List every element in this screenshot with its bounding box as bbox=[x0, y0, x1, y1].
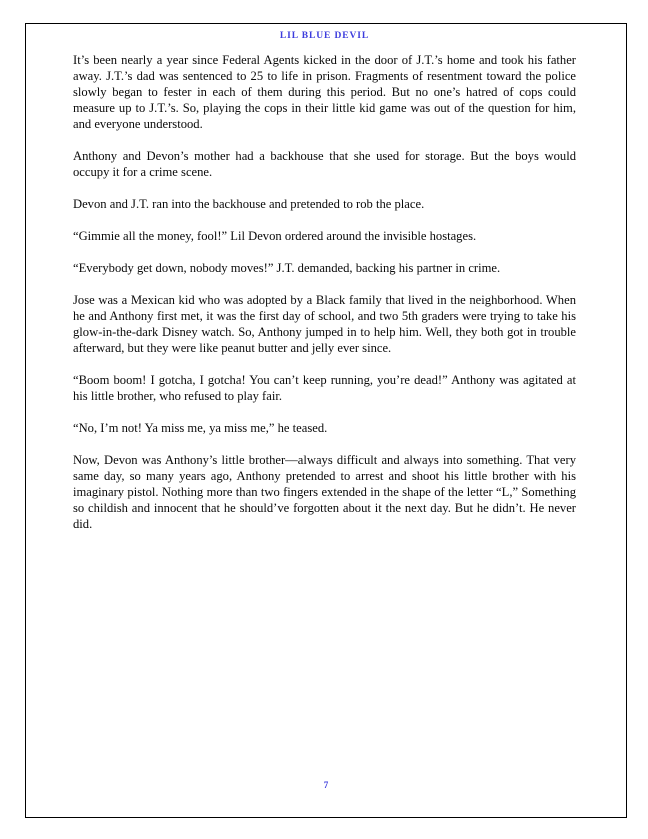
body-paragraph: Now, Devon was Anthony’s little brother—always difficult and always into something. That very same day, so many years ago, Anthony pretended to arrest and shoot his little brother with his imaginary pistol. Nothing more than two fingers extended in the shape of the letter “L,” Something so childish and innocent that he should’ve forgotten about it the next day. But he didn’t. He never did. bbox=[73, 453, 576, 531]
page-number: 7 bbox=[323, 780, 329, 790]
body-paragraph: It’s been nearly a year since Federal Agents kicked in the door of J.T.’s home and took his father away. J.T.’s dad was sentenced to 25 to life in prison. Fragments of resentment toward the police slowly began to fester in each of them during this period. But no one’s hatred of cops could measure up to J.T.’s. So, playing the cops in their little kid game was out of the question for him, and everyone understood. bbox=[73, 53, 576, 131]
running-header-title: LIL BLUE DEVIL bbox=[279, 31, 370, 41]
body-paragraph: “Gimmie all the money, fool!” Lil Devon ordered around the invisible hostages. bbox=[73, 229, 477, 243]
page-content bbox=[73, 31, 576, 548]
body-paragraph: “Boom boom! I gotcha, I gotcha! You can’t keep running, you’re dead!” Anthony was agitated at his little brother, who refused to play fair. bbox=[73, 373, 576, 403]
body-paragraph: Jose was a Mexican kid who was adopted by a Black family that lived in the neighborhood. When he and Anthony first met, it was the first day of school, and two 5th graders were trying to take his glow-in-the-dark Disney watch. So, Anthony jumped in to help him. Well, they both got in trouble afterward, but they were like peanut butter and jelly ever since. bbox=[73, 293, 576, 355]
body-paragraph: Anthony and Devon’s mother had a backhouse that she used for storage. But the boys would occupy it for a crime scene. bbox=[73, 149, 576, 179]
manuscript-page bbox=[25, 23, 627, 818]
body-paragraph: “No, I’m not! Ya miss me, ya miss me,” he teased. bbox=[73, 421, 328, 435]
body-paragraph: Devon and J.T. ran into the backhouse and pretended to rob the place. bbox=[73, 197, 425, 211]
body-paragraph: “Everybody get down, nobody moves!” J.T. demanded, backing his partner in crime. bbox=[73, 261, 501, 275]
